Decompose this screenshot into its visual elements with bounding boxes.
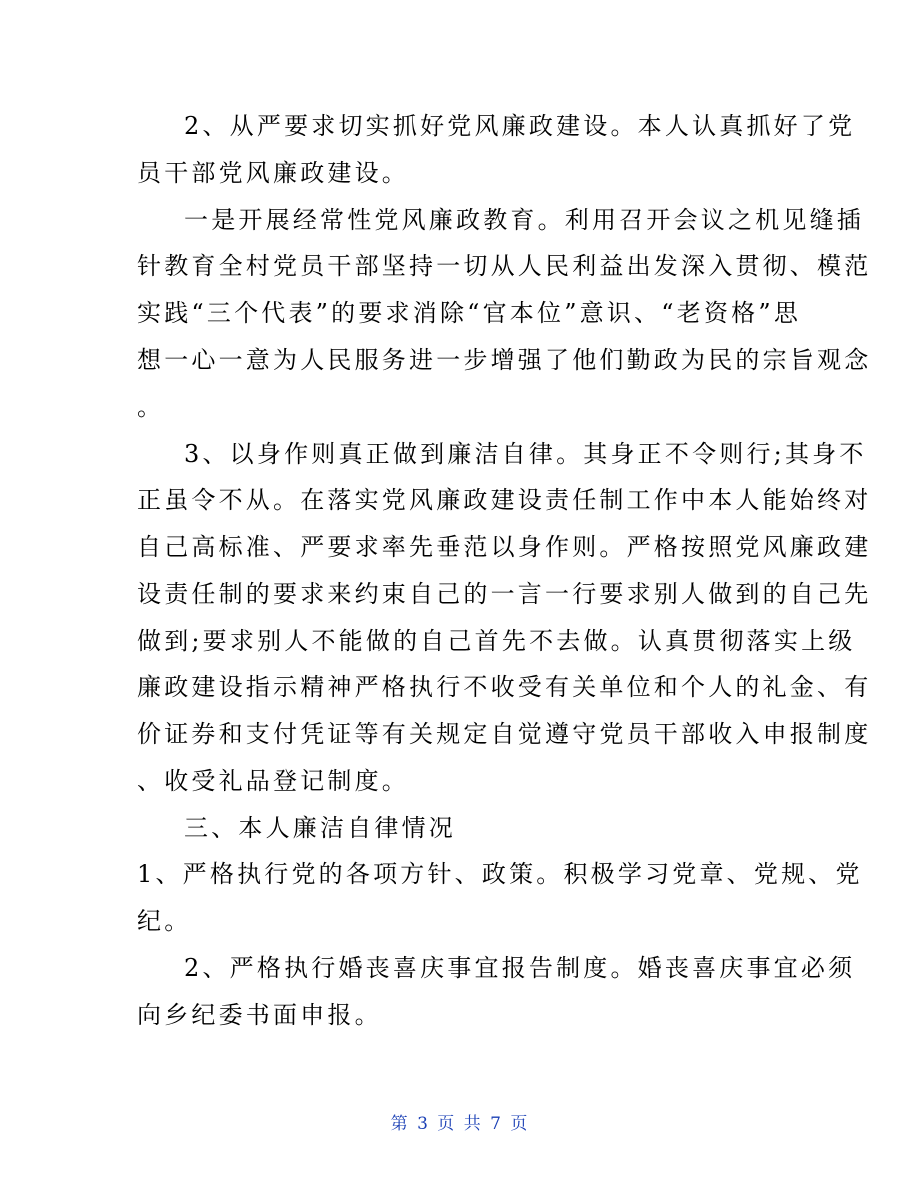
paragraph-line: 。 [137,393,165,421]
paragraph-line: 实践“三个代表”的要求消除“官本位”意识、“老资格”思 [137,299,802,327]
paragraph-line: 设责任制的要求来约束自己的一言一行要求别人做到的自己先 [137,580,872,608]
paragraph-line: 1、严格执行党的各项方针、政策。积极学习党章、党规、党 [137,860,863,888]
paragraph-line: 2、严格执行婚丧喜庆事宜报告制度。婚丧喜庆事宜必须 [184,954,856,982]
paragraph-line: 针教育全村党员干部坚持一切从人民利益出发深入贯彻、模范 [137,252,872,280]
page-number-footer: 第 3 页 共 7 页 [390,1114,530,1134]
paragraph-line: 3、以身作则真正做到廉洁自律。其身正不令则行;其身不 [184,440,867,468]
paragraph-line: 向乡纪委书面申报。 [137,1001,382,1029]
paragraph-line: 正虽令不从。在落实党风廉政建设责任制工作中本人能始终对 [137,486,872,514]
section-heading: 三、本人廉洁自律情况 [184,814,456,842]
paragraph-line: 想一心一意为人民服务进一步增强了他们勤政为民的宗旨观念 [137,346,872,374]
paragraph-line: 员干部党风廉政建设。 [137,159,409,187]
paragraph-line: 一是开展经常性党风廉政教育。利用召开会议之机见缝插 [184,206,864,234]
paragraph-line: 、收受礼品登记制度。 [137,767,409,795]
paragraph-line: 纪。 [137,907,192,935]
paragraph-line: 2、从严要求切实抓好党风廉政建设。本人认真抓好了党 [184,112,856,140]
paragraph-line: 做到;要求别人不能做的自己首先不去做。认真贯彻落实上级 [137,627,856,655]
paragraph-line: 自己高标准、严要求率先垂范以身作则。严格按照党风廉政建 [137,533,872,561]
paragraph-line: 价证券和支付凭证等有关规定自觉遵守党员干部收入申报制度 [137,720,872,748]
paragraph-line: 廉政建设指示精神严格执行不收受有关单位和个人的礼金、有 [137,673,872,701]
